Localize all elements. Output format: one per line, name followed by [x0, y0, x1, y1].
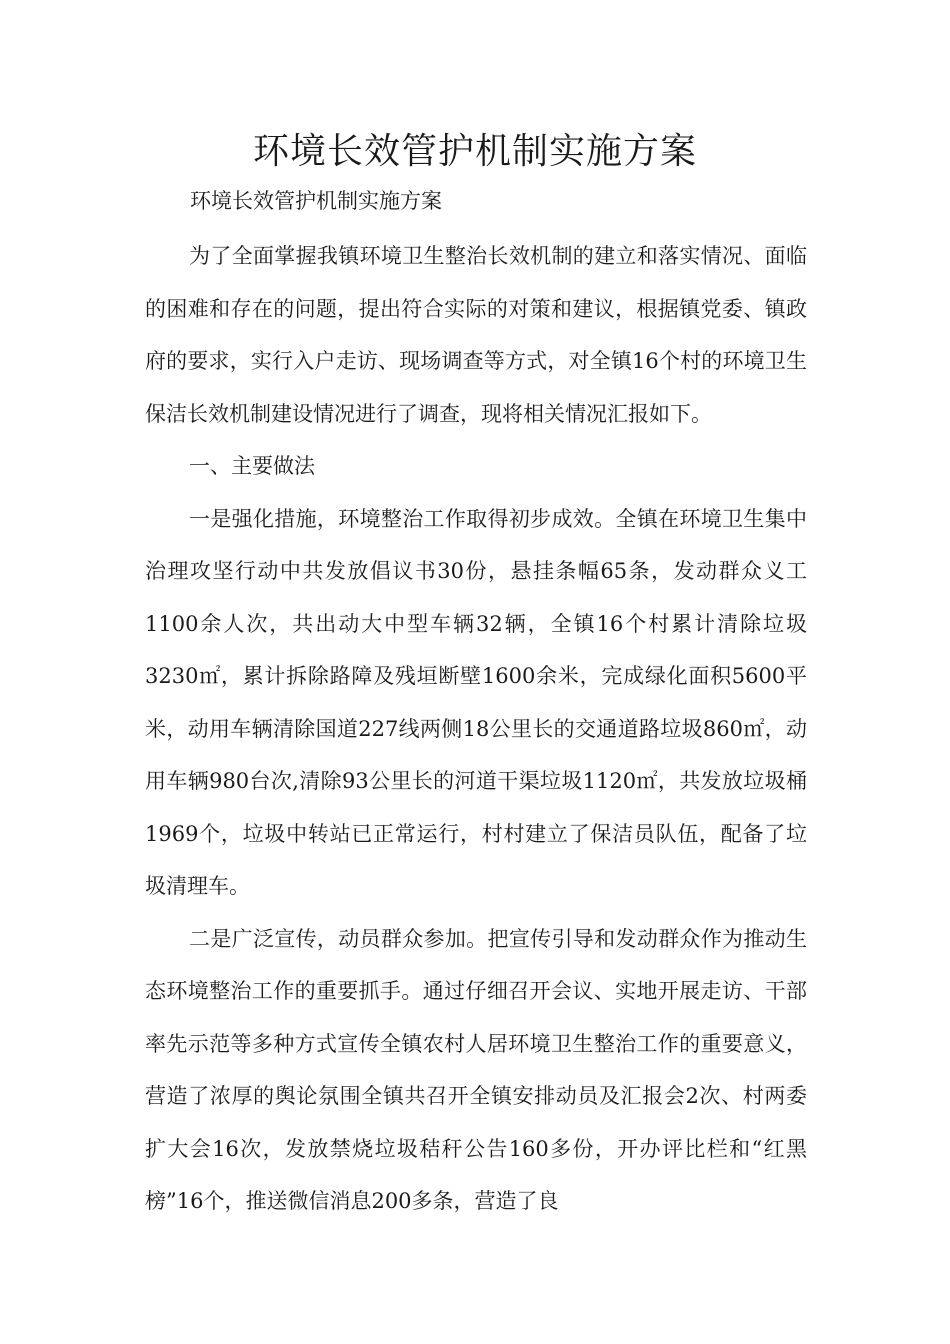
section-heading-main-practices: 一、主要做法 [189, 454, 315, 478]
document-body [145, 230, 807, 1228]
document-title: 环境长效管护机制实施方案 [252, 131, 697, 172]
paragraph-intro: 为了全面掌握我镇环境卫生整治长效机制的建立和落实情况、面临的困难和存在的问题，提出符合实际的对策和建议，根据镇党委、镇政府的要求，实行入户走访、现场调查等方式，对全镇16个村的环境卫生保洁长效机制建设情况进行了调查，现将相关情况汇报如下。 [145, 244, 807, 426]
paragraph-publicity: 二是广泛宣传，动员群众参加。把宣传引导和发动群众作为推动生态环境整治工作的重要抓手。通过仔细召开会议、实地开展走访、干部率先示范等多种方式宣传全镇农村人居环境卫生整治工作的重要意义，营造了浓厚的舆论氛围全镇共召开全镇安排动员及汇报会2次、村两委扩大会16次，发放禁烧垃圾秸秆公告160多份，开办评比栏和“红黑榜”16个，推送微信消息200多条，营造了良 [145, 926, 807, 1213]
document-subtitle: 环境长效管护机制实施方案 [190, 189, 442, 213]
paragraph-measures: 一是强化措施，环境整治工作取得初步成效。全镇在环境卫生集中治理攻坚行动中共发放倡议书30份，悬挂条幅65条，发动群众义工1100余人次，共出动大中型车辆32辆，全镇16个村累计清除垃圾3230㎡，累计拆除路障及残垣断壁1600余米，完成绿化面积5600平米，动用车辆清除国道227线两侧18公里长的交通道路垃圾860㎡，动用车辆980台次,清除93公里长的河道干渠垃圾1120㎡，共发放垃圾桶1969个，垃圾中转站已正常运行，村村建立了保洁员队伍，配备了垃圾清理车。 [145, 506, 807, 898]
